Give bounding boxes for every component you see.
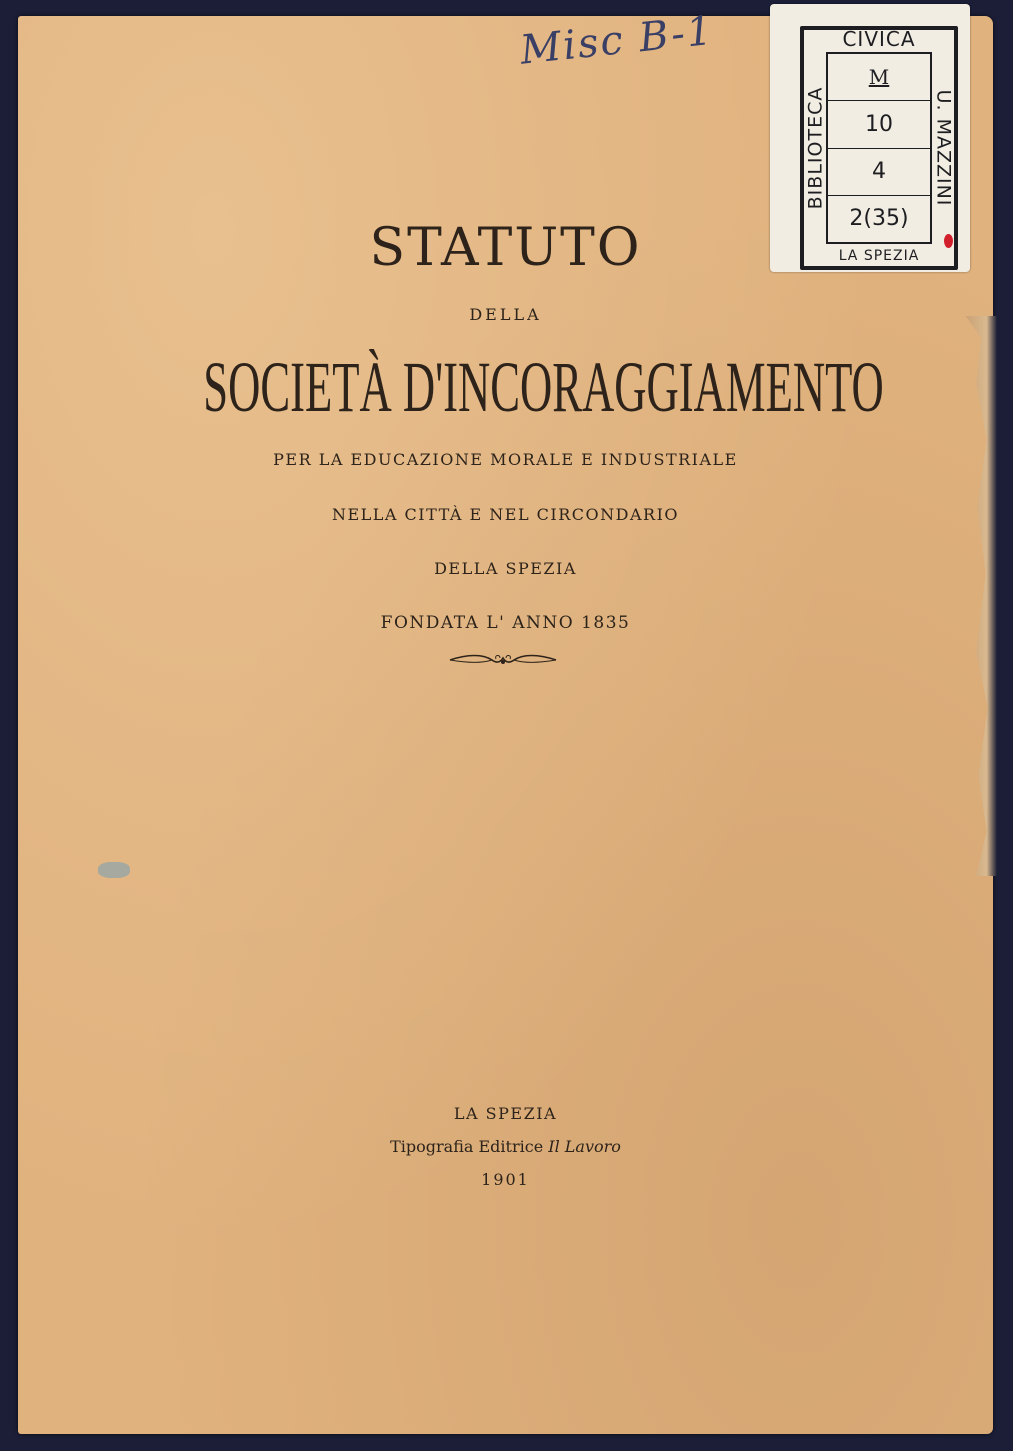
- torn-page-edge: [945, 316, 997, 876]
- label-cells: [828, 52, 930, 244]
- label-cell-3: 4: [828, 149, 930, 196]
- library-shelf-label: [770, 4, 970, 272]
- imprint-place: LA SPEZIA: [453, 1104, 558, 1123]
- ornament-divider-icon: [448, 650, 558, 670]
- imprint-printer: [18, 1137, 993, 1156]
- cover-society-name: SOCIETÀ D'INCORAGGIAMENTO: [203, 347, 884, 427]
- label-right-text: U. MAZZINI: [932, 89, 954, 207]
- imprint-printer-prefix: Tipografia Editrice: [390, 1137, 549, 1156]
- cover-subtitle-line-2: NELLA CITTÀ E NEL CIRCONDARIO: [331, 505, 680, 524]
- paper-stain: [98, 862, 130, 878]
- label-left-text: BIBLIOTECA: [804, 86, 827, 210]
- imprint-year: 1901: [481, 1170, 530, 1189]
- cover-subtitle-line-1: PER LA EDUCAZIONE MORALE E INDUSTRIALE: [273, 450, 738, 469]
- label-left-side: [804, 52, 828, 244]
- handwritten-shelfmark: Misc B-1: [518, 7, 717, 74]
- red-mark-icon: [944, 234, 953, 248]
- label-cell-4: 2(35): [849, 206, 909, 232]
- label-cell-1: M: [828, 54, 930, 101]
- label-right-side: [930, 52, 954, 244]
- label-frame: [800, 26, 958, 270]
- cover-founding-line: FONDATA L' ANNO 1835: [380, 613, 631, 633]
- cover-subtitle-line-3: DELLA SPEZIA: [434, 559, 577, 578]
- cover-della: DELLA: [469, 305, 542, 324]
- label-cell-2: 10: [828, 101, 930, 148]
- imprint-printer-name: Il Lavoro: [548, 1137, 621, 1156]
- label-top-text: CIVICA: [842, 27, 916, 51]
- label-bottom-text: LA SPEZIA: [838, 248, 920, 264]
- cover-title: STATUTO: [369, 218, 642, 278]
